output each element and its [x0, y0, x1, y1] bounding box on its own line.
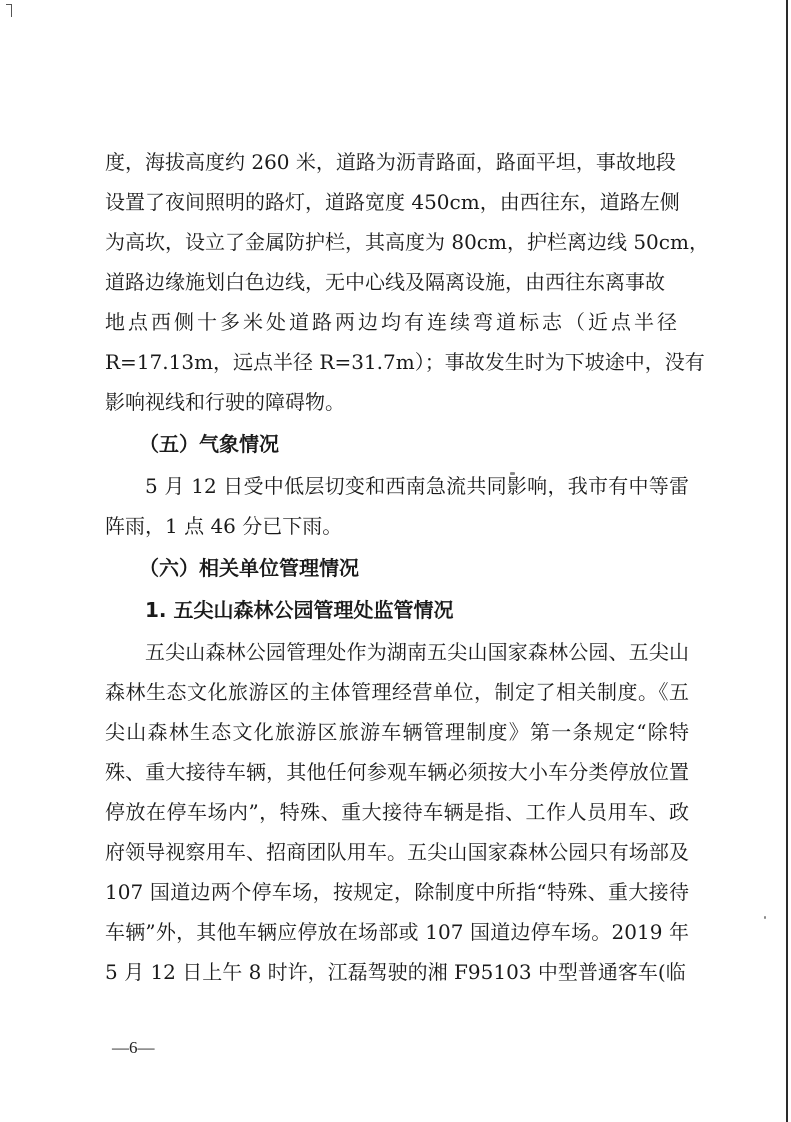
- scan-speck: [764, 916, 766, 919]
- body-line: 设置了夜间照明的路灯，道路宽度 450cm，由西往东，道路左侧: [105, 190, 680, 214]
- body-line: 影响视线和行驶的障碍物。: [105, 390, 345, 414]
- body-line: 道路边缘施划白色边线，无中心线及隔离设施，由西往东离事故: [105, 270, 665, 294]
- heading-weather: （五）气象情况: [139, 432, 279, 456]
- heading-management: （六）相关单位管理情况: [139, 556, 359, 580]
- subheading-park-supervision: 1. 五尖山森林公园管理处监管情况: [145, 598, 454, 622]
- scan-corner-mark: [6, 4, 12, 17]
- body-line: 地点西侧十多米处道路两边均有连续弯道标志（近点半径: [105, 310, 680, 334]
- document-body: [105, 142, 709, 992]
- body-line: R=17.13m，远点半径 R=31.7m）；事故发生时为下坡途中，没有: [105, 350, 705, 374]
- weather-paragraph: 5 月 12 日受中低层切变和西南急流共同影响，我市有中等雷阵雨，1 点 46 分已下雨。: [105, 474, 689, 538]
- scan-edge-line: [786, 0, 788, 1122]
- park-paragraph: 五尖山森林公园管理处作为湖南五尖山国家森林公园、五尖山森林生态文化旅游区的主体管理经营单位，制定了相关制度。《五尖山森林生态文化旅游区旅游车辆管理制度》第一条规定“除特殊、重大接待车辆，其他任何参观车辆必须按大小车分类停放位置停放在停车场内”，特殊、重大接待车辆是指、工作人员用车、政府领导视察用车、招商团队用车。五尖山国家森林公园只有场部及 107 国道边两个停车场，按规定，除制度中所指“特殊、重大接待车辆”外，其他车辆应停放在场部或 107 国道边停车场。2019 年 5 月 12 日上午 8 时许，江磊驾驶的湘 F95103 中型普通客车(临: [105, 640, 689, 984]
- page-number: —6—: [112, 1038, 155, 1057]
- body-line: 度，海拔高度约 260 米，道路为沥青路面，路面平坦，事故地段: [105, 150, 676, 174]
- body-line: 为高坎，设立了金属防护栏，其高度为 80cm，护栏离边线 50cm，: [105, 230, 709, 254]
